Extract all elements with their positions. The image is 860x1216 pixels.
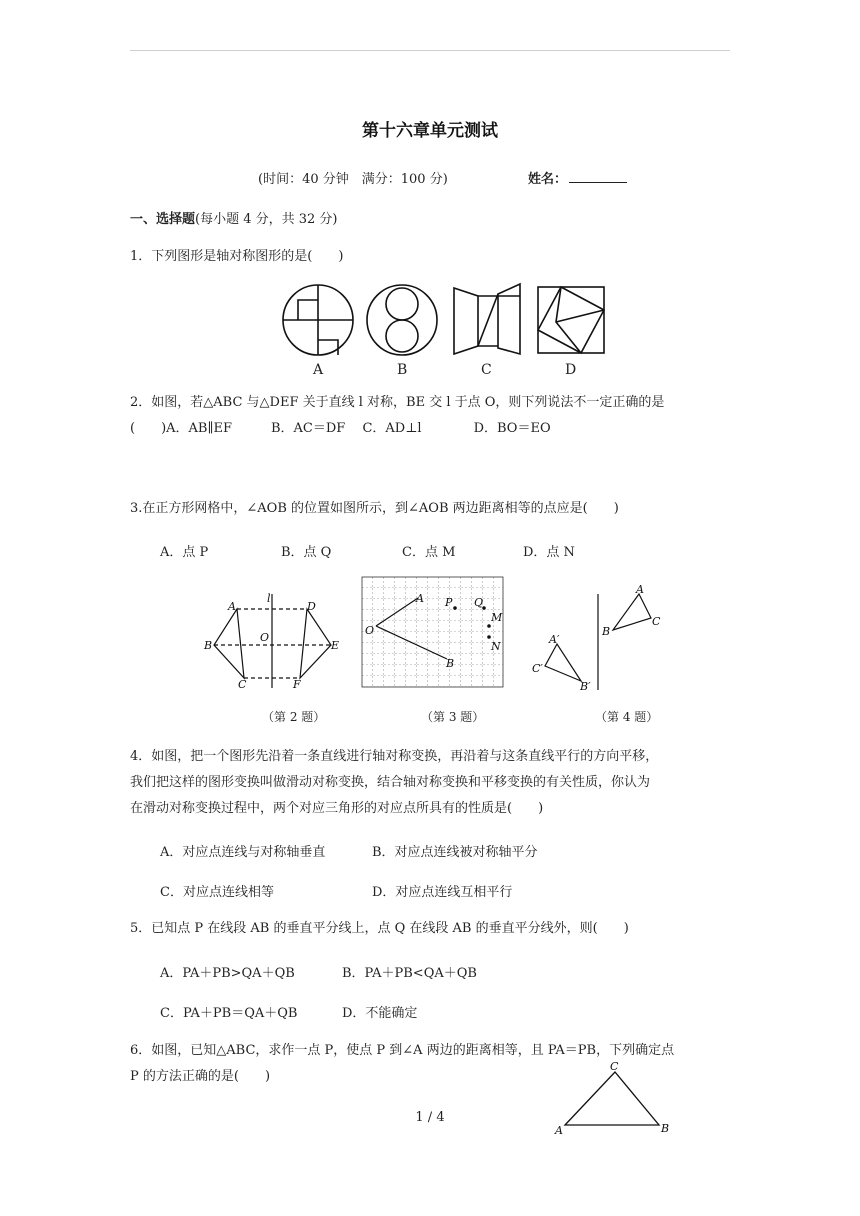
q3-option-c: C．点 M — [402, 545, 456, 560]
q3-option-b: B．点 Q — [281, 545, 332, 560]
fig4-label-a: A — [636, 583, 644, 596]
exam-meta: (时间：40 分钟 满分：100 分) — [258, 172, 448, 187]
q6-label-b: B — [661, 1122, 670, 1135]
fig4-label-b: B — [602, 625, 611, 638]
fig4-label-a-prime: A′ — [549, 633, 560, 646]
fig4-label-c: C — [652, 615, 661, 628]
fig2-label-c: C — [238, 678, 247, 690]
fig4-label-c-prime: C′ — [532, 662, 543, 675]
fig3-label-o: O — [365, 624, 375, 637]
question-4-line-3: 在滑动对称变换过程中，两个对应三角形的对应点所具有的性质是( ) — [130, 801, 544, 816]
fig3-label-p: P — [445, 596, 453, 609]
name-label: 姓名： — [528, 172, 568, 187]
fig2-label-l: l — [267, 592, 271, 605]
question-1-figures — [276, 282, 616, 380]
page-number: 1 / 4 — [415, 1110, 445, 1125]
question-6-line-1: 6．如图，已知△ABC，求作一点 P，使点 P 到∠A 两边的距离相等，且 PA＝PB，下列确定点 — [130, 1043, 675, 1058]
q5-option-b: B．PA＋PB<QA＋QB — [342, 966, 477, 981]
q1-label-b: B — [397, 362, 408, 378]
q1-figure-d — [538, 287, 604, 353]
q4-option-a: A．对应点连线与对称轴垂直 — [160, 845, 326, 860]
fig2-label-o: O — [260, 631, 270, 644]
q3-option-d: D．点 N — [523, 545, 575, 560]
q4-option-c: C．对应点连线相等 — [160, 885, 274, 900]
fig2-label-e: E — [331, 639, 340, 652]
q5-option-c: C．PA＋PB＝QA＋QB — [160, 1006, 298, 1021]
fig3-label-q: Q — [474, 596, 484, 609]
q3-option-a: A．点 P — [160, 545, 209, 560]
question-6-line-2: P 的方法正确的是( ) — [130, 1069, 271, 1084]
figure-3-caption: （第 3 题） — [421, 710, 485, 724]
question-1-text: 1．下列图形是轴对称图形的是( ) — [130, 249, 344, 264]
q1-figure-c — [454, 288, 478, 354]
q5-option-d: D．不能确定 — [342, 1006, 418, 1021]
figure-2-caption: （第 2 题） — [262, 710, 326, 724]
question-4-line-2: 我们把这样的图形变换叫做滑动对称变换，结合轴对称变换和平移变换的有关性质，你认为 — [130, 775, 651, 790]
figure-3 — [360, 576, 506, 688]
header-rule — [130, 50, 730, 51]
q5-option-a: A．PA＋PB>QA＋QB — [160, 966, 295, 981]
fig4-label-b-prime: B′ — [580, 680, 591, 692]
name-blank[interactable] — [569, 170, 627, 183]
fig3-label-n: N — [491, 640, 501, 653]
fig3-label-m: M — [491, 611, 503, 624]
q4-option-b: B．对应点连线被对称轴平分 — [372, 845, 538, 860]
question-5-text: 5．已知点 P 在线段 AB 的垂直平分线上，点 Q 在线段 AB 的垂直平分线外，则( ) — [130, 921, 629, 936]
fig3-label-a: A — [416, 592, 424, 605]
question-2-line-1: 2．如图，若△ABC 与△DEF 关于直线 l 对称，BE 交 l 于点 O，则下列说法不一定正确的是 — [130, 395, 665, 410]
fig2-label-a: A — [228, 600, 236, 613]
figure-4 — [528, 580, 678, 692]
question-3-text: 3.在正方形网格中，∠AOB 的位置如图所示，到∠AOB 两边距离相等的点应是( ) — [130, 501, 619, 516]
name-field — [528, 168, 627, 187]
section-title: 一、选择题 — [130, 212, 196, 227]
q6-label-c: C — [610, 1060, 619, 1073]
q1-label-a: A — [313, 362, 324, 378]
page-title: 第十六章单元测试 — [362, 121, 498, 141]
fig2-label-d: D — [307, 600, 316, 613]
question-2-line-2: ( )A．AB∥EF B．AC＝DF C．AD⊥l D．BO＝EO — [130, 421, 551, 436]
fig2-label-f: F — [293, 678, 301, 690]
q6-label-a: A — [555, 1124, 563, 1136]
section-heading — [130, 208, 338, 227]
figure-4-caption: （第 4 题） — [595, 710, 659, 724]
fig3-label-b: B — [446, 657, 455, 670]
section-note: (每小题 4 分，共 32 分) — [195, 212, 338, 227]
question-4-line-1: 4．如图，把一个图形先沿着一条直线进行轴对称变换，再沿着与这条直线平行的方向平移， — [130, 749, 659, 764]
figure-2 — [200, 590, 350, 690]
q4-option-d: D．对应点连线互相平行 — [372, 885, 513, 900]
q1-label-c: C — [481, 362, 492, 378]
fig2-label-b: B — [204, 639, 213, 652]
q1-label-d: D — [565, 362, 577, 378]
